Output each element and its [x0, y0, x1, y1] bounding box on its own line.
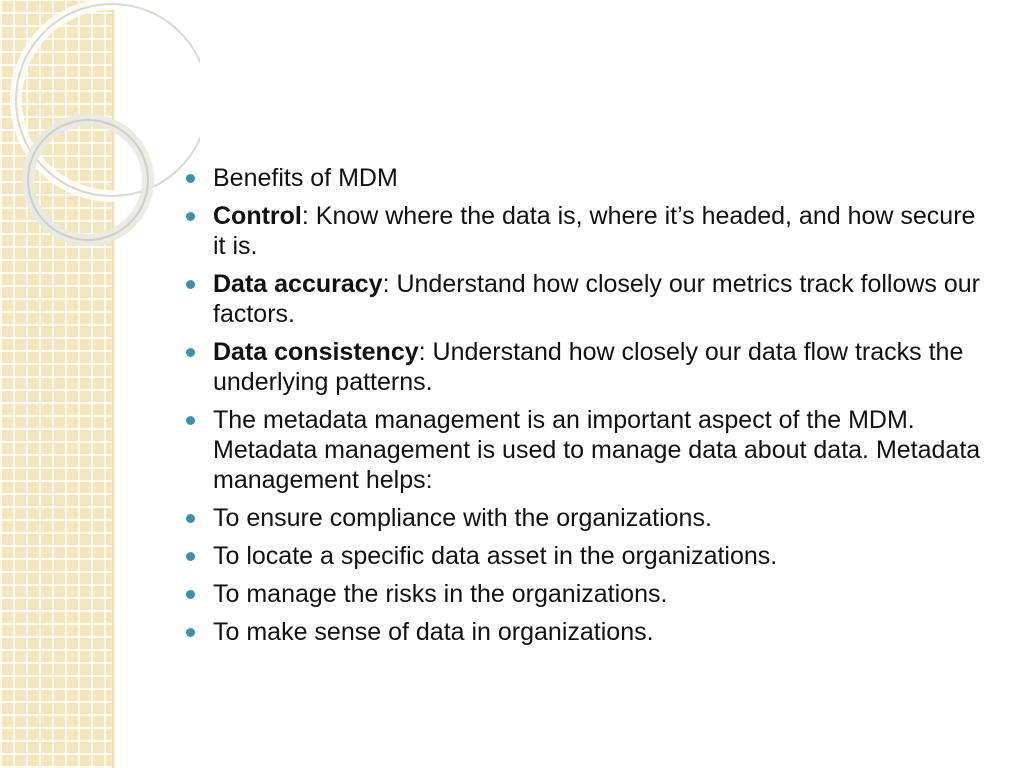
- bullet-item: Data accuracy: Understand how closely our metrics track follows our factors.: [186, 269, 986, 329]
- bullet-dot-icon: [186, 416, 195, 425]
- bullet-list: [186, 163, 986, 647]
- bullet-item: To manage the risks in the organizations.: [186, 579, 986, 609]
- bullet-dot-icon: [186, 348, 195, 357]
- slide-content: [186, 163, 986, 655]
- small-ring-outline: [28, 120, 148, 240]
- bullet-dot-icon: [186, 212, 195, 221]
- bullet-item: Control: Know where the data is, where it’s headed, and how secure it is.: [186, 201, 986, 261]
- bullet-item: The metadata management is an important aspect of the MDM. Metadata management is used to manage data about data. Metadata management helps:: [186, 405, 986, 495]
- bullet-item: Data consistency: Understand how closely our data flow tracks the underlying patterns.: [186, 337, 986, 397]
- bullet-dot-icon: [186, 590, 195, 599]
- bullet-item: To locate a specific data asset in the organizations.: [186, 541, 986, 571]
- bullet-dot-icon: [186, 174, 195, 183]
- bullet-dot-icon: [186, 514, 195, 523]
- bullet-item: Benefits of MDM: [186, 163, 986, 193]
- bullet-item: To ensure compliance with the organizations.: [186, 503, 986, 533]
- bullet-dot-icon: [186, 628, 195, 637]
- bullet-item: To make sense of data in organizations.: [186, 617, 986, 647]
- bullet-dot-icon: [186, 552, 195, 561]
- decorative-rings: [0, 0, 200, 300]
- bullet-dot-icon: [186, 280, 195, 289]
